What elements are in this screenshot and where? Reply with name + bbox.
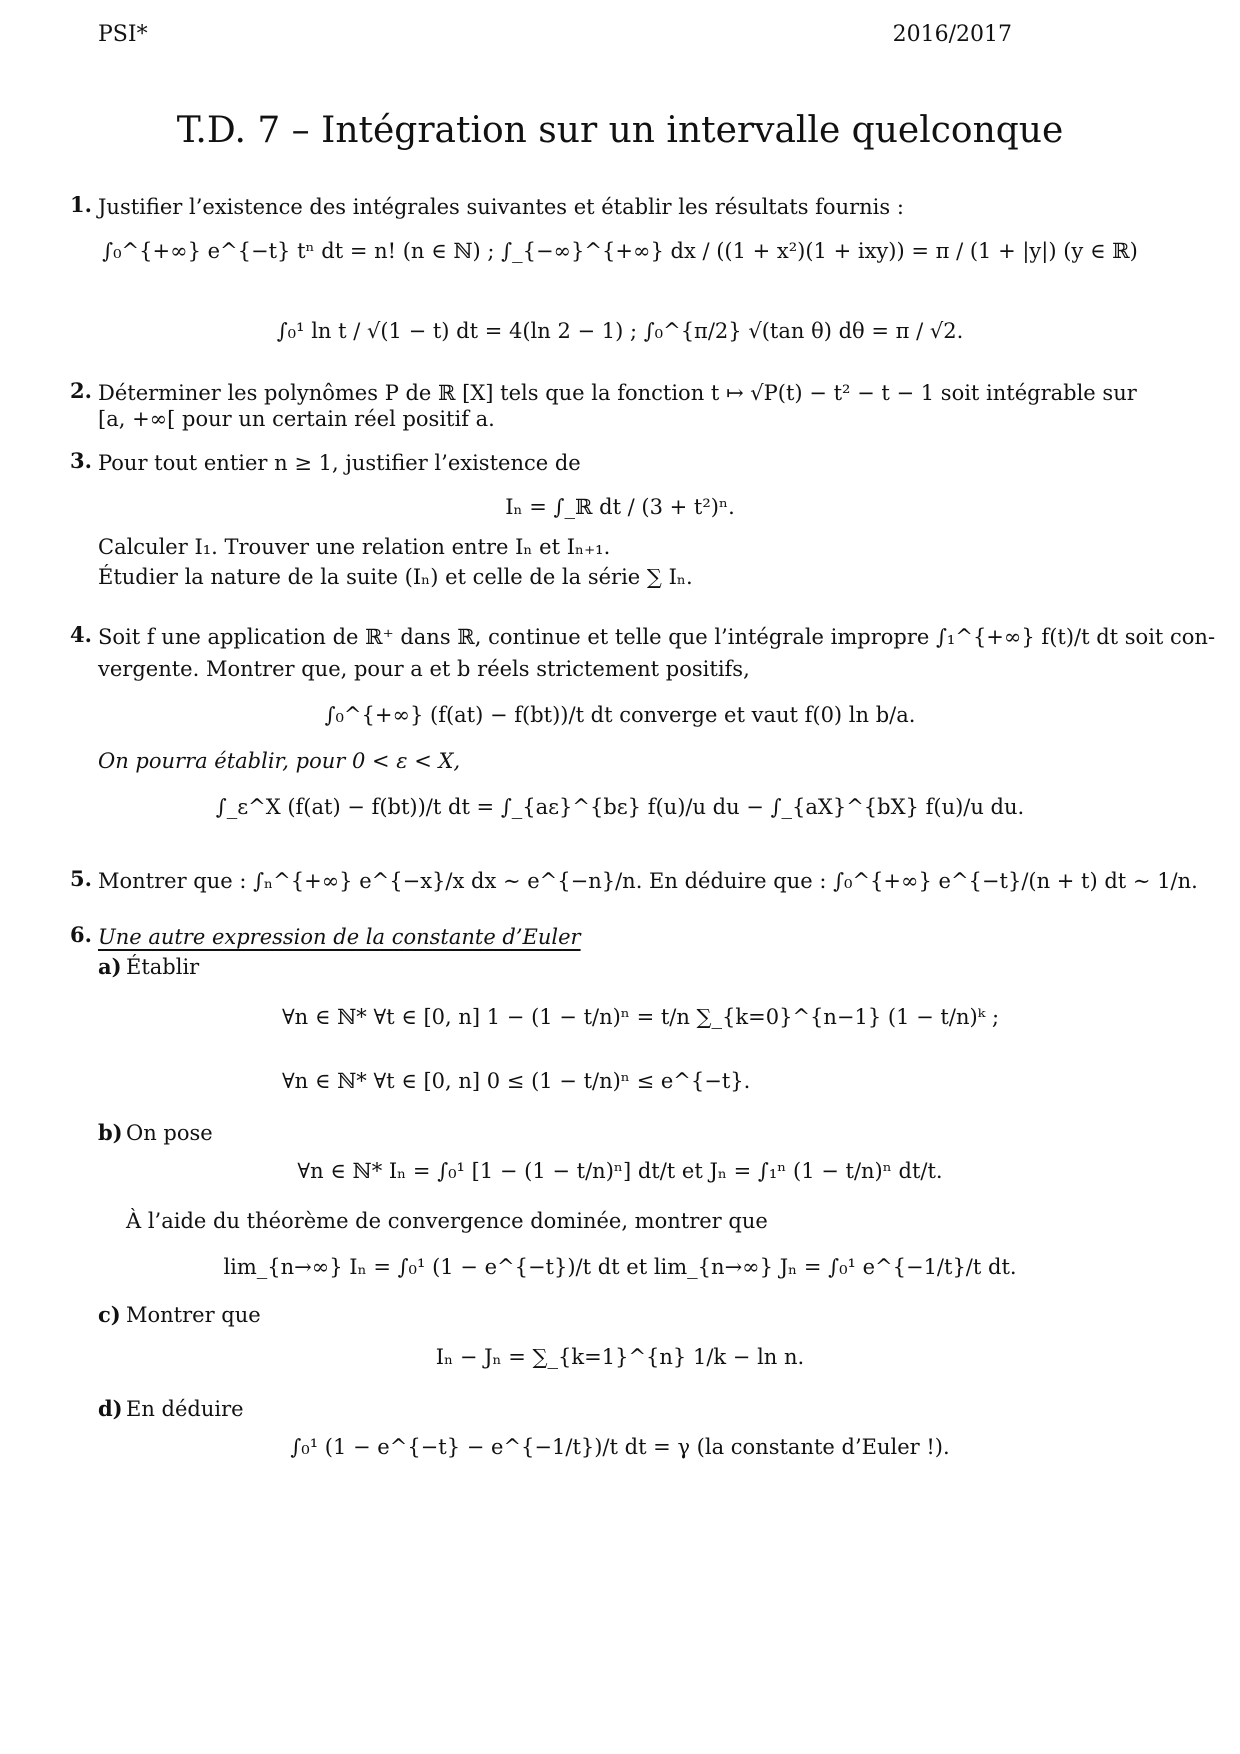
exercise-6a-formula-2: ∀n ∈ ℕ* ∀t ∈ [0, n] 0 ≤ (1 − t/n)ⁿ ≤ e^{−t}. xyxy=(282,1069,751,1093)
exercise-4-line-2: vergente. Montrer que, pour a et b réels strictement positifs, xyxy=(98,657,750,681)
exercise-4-hint: On pourra établir, pour 0 < ε < X, xyxy=(98,749,461,773)
exercise-6b-label: b) xyxy=(98,1120,123,1145)
exercise-6-heading: Une autre expression de la constante d’Euler xyxy=(98,925,581,949)
exercise-1-formula-1: ∫₀^{+∞} e^{−t} tⁿ dt = n! (n ∈ ℕ) ; ∫_{−∞}^{+∞} dx / ((1 + x²)(1 + ixy)) = π / (1 + |y|) (y ∈ ℝ) xyxy=(102,239,1138,263)
exercise-2-line-1: Déterminer les polynômes P de ℝ [X] tels que la fonction t ↦ √P(t) − t² − t − 1 soit intégrable sur xyxy=(98,381,1137,405)
exercise-6a-text: Établir xyxy=(126,955,200,979)
exercise-6c-text: Montrer que xyxy=(126,1303,261,1327)
exercise-4-formula-1: ∫₀^{+∞} (f(at) − f(bt))/t dt converge et vaut f(0) ln b/a. xyxy=(324,703,916,727)
header-class: PSI* xyxy=(98,22,148,47)
exercise-1-text: Justifier l’existence des intégrales suivantes et établir les résultats fournis : xyxy=(98,195,904,219)
exercise-4-formula-2: ∫_ε^X (f(at) − f(bt))/t dt = ∫_{aε}^{bε} f(u)/u du − ∫_{aX}^{bX} f(u)/u du. xyxy=(215,795,1025,819)
page-title: T.D. 7 – Intégration sur un intervalle quelconque xyxy=(176,110,1064,151)
exercise-3-line-2: Calculer I₁. Trouver une relation entre Iₙ et Iₙ₊₁. xyxy=(98,535,611,559)
exercise-6d-text: En déduire xyxy=(126,1397,244,1421)
exercise-4-line-1: Soit f une application de ℝ⁺ dans ℝ, continue et telle que l’intégrale impropre ∫₁^{+∞} f(t)/t dt soit con- xyxy=(98,625,1216,649)
exercise-6b-text: On pose xyxy=(126,1121,213,1145)
exercise-6c-label: c) xyxy=(98,1302,121,1327)
exercise-6b-formula-1: ∀n ∈ ℕ* Iₙ = ∫₀¹ [1 − (1 − t/n)ⁿ] dt/t et Jₙ = ∫₁ⁿ (1 − t/n)ⁿ dt/t. xyxy=(297,1159,943,1183)
exercise-2-line-2: [a, +∞[ pour un certain réel positif a. xyxy=(98,407,495,431)
exercise-5-line-1: Montrer que : ∫ₙ^{+∞} e^{−x}/x dx ∼ e^{−n}/n. En déduire que : ∫₀^{+∞} e^{−t}/(n + t) dt ∼ 1/n. xyxy=(98,869,1198,893)
exercise-5-number: 5. xyxy=(70,866,92,891)
exercise-6-number: 6. xyxy=(70,922,92,947)
header-year: 2016/2017 xyxy=(892,22,1012,47)
exercise-1-formula-2: ∫₀¹ ln t / √(1 − t) dt = 4(ln 2 − 1) ; ∫₀^{π/2} √(tan θ) dθ = π / √2. xyxy=(276,319,964,343)
exercise-6c-formula: Iₙ − Jₙ = ∑_{k=1}^{n} 1/k − ln n. xyxy=(435,1345,805,1369)
exercise-2-number: 2. xyxy=(70,378,92,403)
exercise-6b-formula-2: lim_{n→∞} Iₙ = ∫₀¹ (1 − e^{−t})/t dt et lim_{n→∞} Jₙ = ∫₀¹ e^{−1/t}/t dt. xyxy=(223,1255,1017,1279)
exercise-3-number: 3. xyxy=(70,448,92,473)
exercise-6a-formula-1: ∀n ∈ ℕ* ∀t ∈ [0, n] 1 − (1 − t/n)ⁿ = t/n ∑_{k=0}^{n−1} (1 − t/n)ᵏ ; xyxy=(282,1005,1000,1029)
exercise-3-formula: Iₙ = ∫_ℝ dt / (3 + t²)ⁿ. xyxy=(505,495,735,519)
exercise-6d-formula: ∫₀¹ (1 − e^{−t} − e^{−1/t})/t dt = γ (la constante d’Euler !). xyxy=(290,1435,950,1459)
exercise-3-line-3: Étudier la nature de la suite (Iₙ) et celle de la série ∑ Iₙ. xyxy=(98,565,693,589)
exercise-4-number: 4. xyxy=(70,622,92,647)
exercise-6d-label: d) xyxy=(98,1396,123,1421)
exercise-3-line-1: Pour tout entier n ≥ 1, justifier l’existence de xyxy=(98,451,581,475)
exercise-6b-text-2: À l’aide du théorème de convergence dominée, montrer que xyxy=(126,1209,768,1233)
exercise-1-number: 1. xyxy=(70,192,92,217)
exercise-6a-label: a) xyxy=(98,954,122,979)
